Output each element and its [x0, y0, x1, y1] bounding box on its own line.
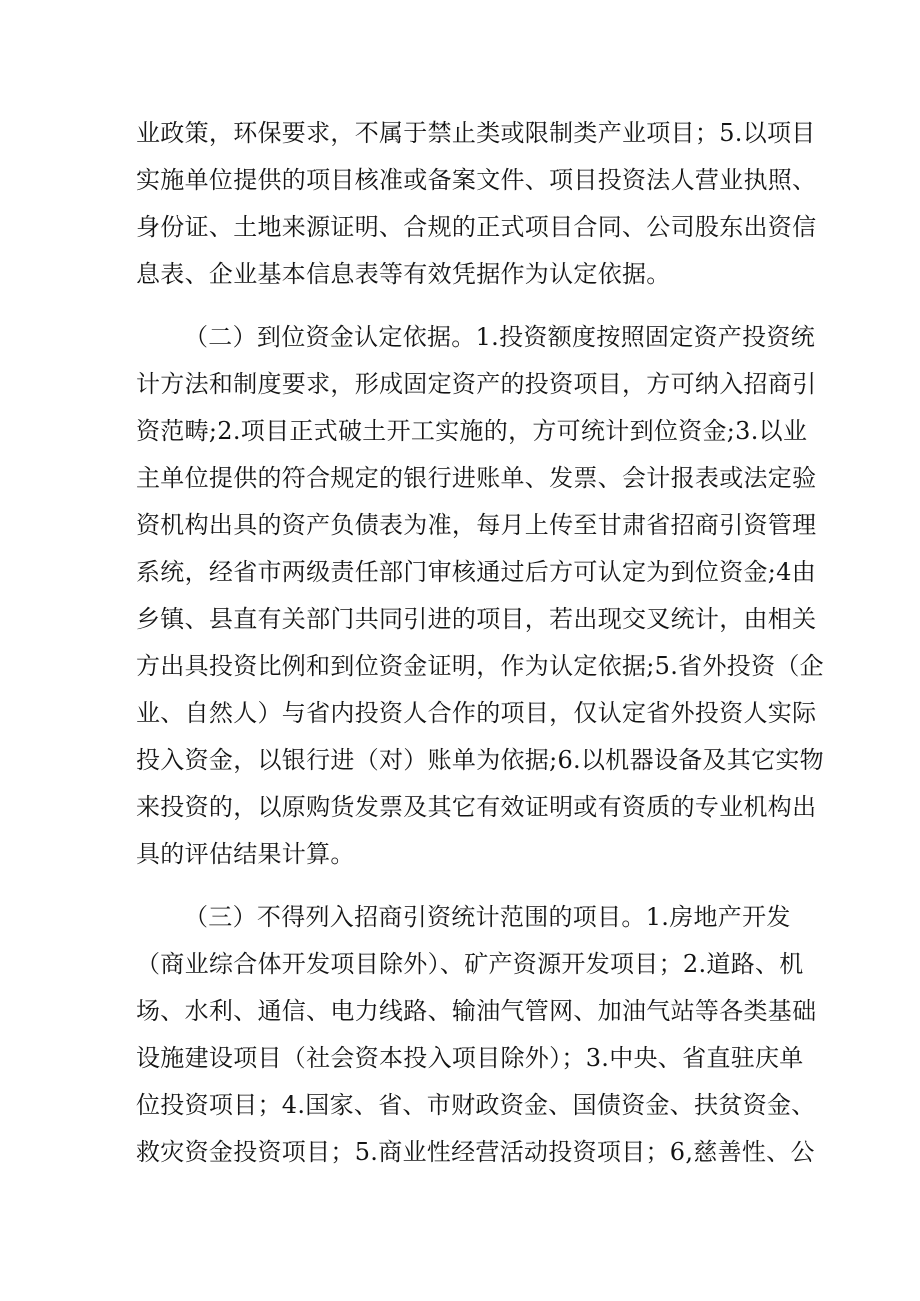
document-body [136, 110, 824, 1176]
text-line: 设施建设项目（社会资本投入项目除外）；3.中央、省直驻庆单 [136, 1044, 804, 1072]
text-line: 主单位提供的符合规定的银行进账单、发票、会计报表或法定验 [136, 464, 817, 492]
text-line: （商业综合体开发项目除外）、矿产资源开发项目；2.道路、机 [136, 950, 804, 978]
paragraph-2-body [136, 361, 824, 878]
text-line: 乡镇、县直有关部门共同引进的项目，若出现交叉统计，由相关 [136, 605, 817, 633]
text-line: 业政策，环保要求，不属于禁止类或限制类产业项目；5.以项目 [136, 119, 816, 147]
text-line: 位投资项目；4.国家、省、市财政资金、国债资金、扶贫资金、 [136, 1091, 816, 1119]
text-line: 系统，经省市两级责任部门审核通过后方可认定为到位资金;4由 [136, 558, 817, 586]
text-line: 资范畴;2.项目正式破土开工实施的，方可统计到位资金;3.以业 [136, 417, 808, 445]
paragraph-1 [136, 110, 817, 298]
text-line: 息表、企业基本信息表等有效凭据作为认定依据。 [136, 260, 671, 288]
text-line: （二）到位资金认定依据。1.投资额度按照固定资产投资统 [184, 323, 815, 351]
text-line: 实施单位提供的项目核准或备案文件、项目投资法人营业执照、 [136, 166, 817, 194]
text-line: 救灾资金投资项目；5.商业性经营活动投资项目；6,慈善性、公 [136, 1138, 815, 1166]
text-line: 计方法和制度要求，形成固定资产的投资项目，方可纳入招商引 [136, 370, 817, 398]
text-line: 来投资的，以原购货发票及其它有效证明或有资质的专业机构出 [136, 793, 817, 821]
text-line: 方出具投资比例和到位资金证明，作为认定依据;5.省外投资（企 [136, 652, 824, 680]
text-line: 具的评估结果计算。 [136, 840, 355, 868]
paragraph-gap [136, 878, 790, 894]
paragraph-3 [136, 894, 790, 941]
text-line: 场、水利、通信、电力线路、输油气管网、加油气站等各类基础 [136, 997, 817, 1025]
text-line: 业、自然人）与省内投资人合作的项目，仅认定省外投资人实际 [136, 699, 817, 727]
paragraph-3-body [136, 941, 817, 1176]
text-line: 资机构出具的资产负债表为准，每月上传至甘肃省招商引资管理 [136, 511, 817, 539]
text-line: （三）不得列入招商引资统计范围的项目。1.房地产开发 [184, 903, 791, 931]
text-line: 投入资金，以银行进（对）账单为依据;6.以机器设备及其它实物 [136, 746, 824, 774]
text-line: 身份证、土地来源证明、合规的正式项目合同、公司股东出资信 [136, 213, 817, 241]
paragraph-gap [136, 298, 790, 314]
paragraph-2 [136, 314, 815, 361]
